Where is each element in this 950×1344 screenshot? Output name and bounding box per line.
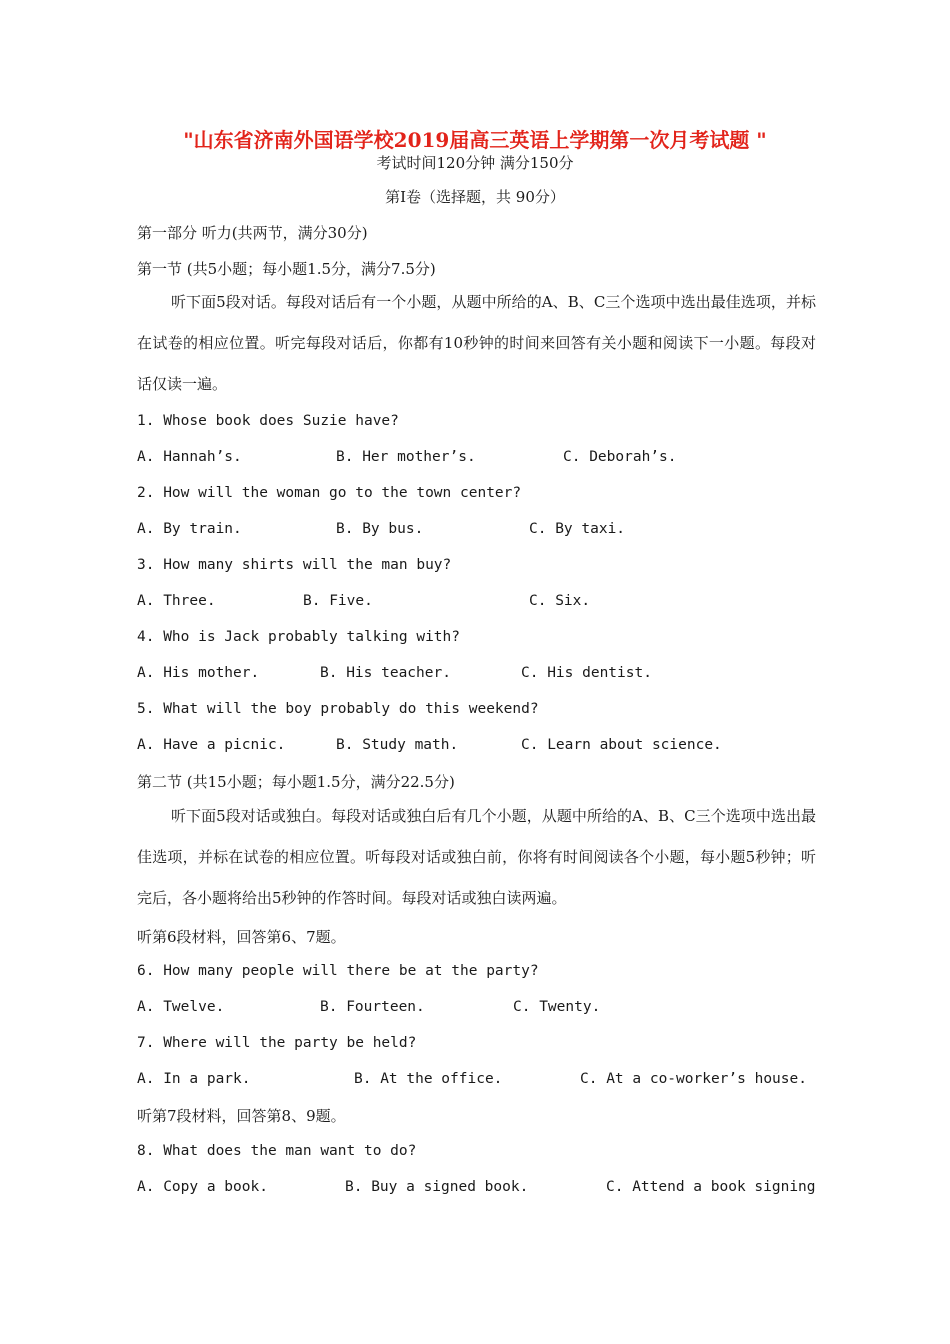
- q1-option-b: B. Her mother’s.: [336, 449, 476, 465]
- question-6: 6. How many people will there be at the party?: [137, 963, 539, 979]
- question-3: 3. How many shirts will the man buy?: [137, 557, 452, 573]
- q2-option-a: A. By train.: [137, 521, 242, 537]
- question-8: 8. What does the man want to do?: [137, 1143, 417, 1159]
- q7-option-a: A. In a park.: [137, 1071, 251, 1087]
- material-6-instruction: 听第6段材料，回答第6、7题。: [137, 928, 346, 946]
- q5-option-b: B. Study math.: [336, 737, 459, 753]
- question-5: 5. What will the boy probably do this weekend?: [137, 701, 539, 717]
- q3-option-b: B. Five.: [303, 593, 373, 609]
- section2-instructions: 听下面5段对话或独白。每段对话或独白后有几个小题，从题中所给的A、B、C三个选项中选出最佳选项，并标在试卷的相应位置。听每段对话或独白前，你将有时间阅读各个小题，每小题5秒钟；听完后，各小题将给出5秒钟的作答时间。每段对话或独白读两遍。: [137, 807, 816, 907]
- q4-option-b: B. His teacher.: [320, 665, 451, 681]
- q4-option-a: A. His mother.: [137, 665, 260, 681]
- question-4: 4. Who is Jack probably talking with?: [137, 629, 461, 645]
- q3-option-c: C. Six.: [529, 593, 591, 609]
- q4-option-c: C. His dentist.: [521, 665, 652, 681]
- q1-option-c: C. Deborah’s.: [563, 449, 677, 465]
- question-1: 1. Whose book does Suzie have?: [137, 413, 399, 429]
- part1-heading: 第一部分 听力(共两节，满分30分): [137, 224, 368, 242]
- exam-info: 考试时间120分钟 满分150分: [376, 154, 574, 172]
- q8-option-c: C. Attend a book signing: [606, 1179, 816, 1195]
- q3-option-a: A. Three.: [137, 593, 216, 609]
- q2-option-b: B. By bus.: [336, 521, 424, 537]
- q6-option-a: A. Twelve.: [137, 999, 225, 1015]
- section1-instructions: 听下面5段对话。每段对话后有一个小题，从题中所给的A、B、C三个选项中选出最佳选项，并标在试卷的相应位置。听完每段对话后，你都有10秒钟的时间来回答有关小题和阅读下一小题。每段对话仅读一遍。: [137, 293, 816, 393]
- section1-heading: 第一节 (共5小题；每小题1.5分，满分7.5分): [137, 260, 436, 278]
- question-2: 2. How will the woman go to the town center?: [137, 485, 522, 501]
- q6-option-c: C. Twenty.: [513, 999, 601, 1015]
- q2-option-c: C. By taxi.: [529, 521, 626, 537]
- q8-option-b: B. Buy a signed book.: [345, 1179, 529, 1195]
- q8-option-a: A. Copy a book.: [137, 1179, 268, 1195]
- question-7: 7. Where will the party be held?: [137, 1035, 417, 1051]
- volume-heading: 第Ⅰ卷（选择题，共 90分）: [385, 188, 565, 206]
- q5-option-a: A. Have a picnic.: [137, 737, 286, 753]
- material-7-instruction: 听第7段材料，回答第8、9题。: [137, 1107, 346, 1125]
- q1-option-a: A. Hannah’s.: [137, 449, 242, 465]
- document-title: "山东省济南外国语学校2019届高三英语上学期第一次月考试题 ": [183, 128, 767, 152]
- q6-option-b: B. Fourteen.: [320, 999, 425, 1015]
- q5-option-c: C. Learn about science.: [521, 737, 722, 753]
- q7-option-c: C. At a co-worker’s house.: [580, 1071, 807, 1087]
- section2-heading: 第二节 (共15小题；每小题1.5分，满分22.5分): [137, 773, 455, 791]
- q7-option-b: B. At the office.: [354, 1071, 503, 1087]
